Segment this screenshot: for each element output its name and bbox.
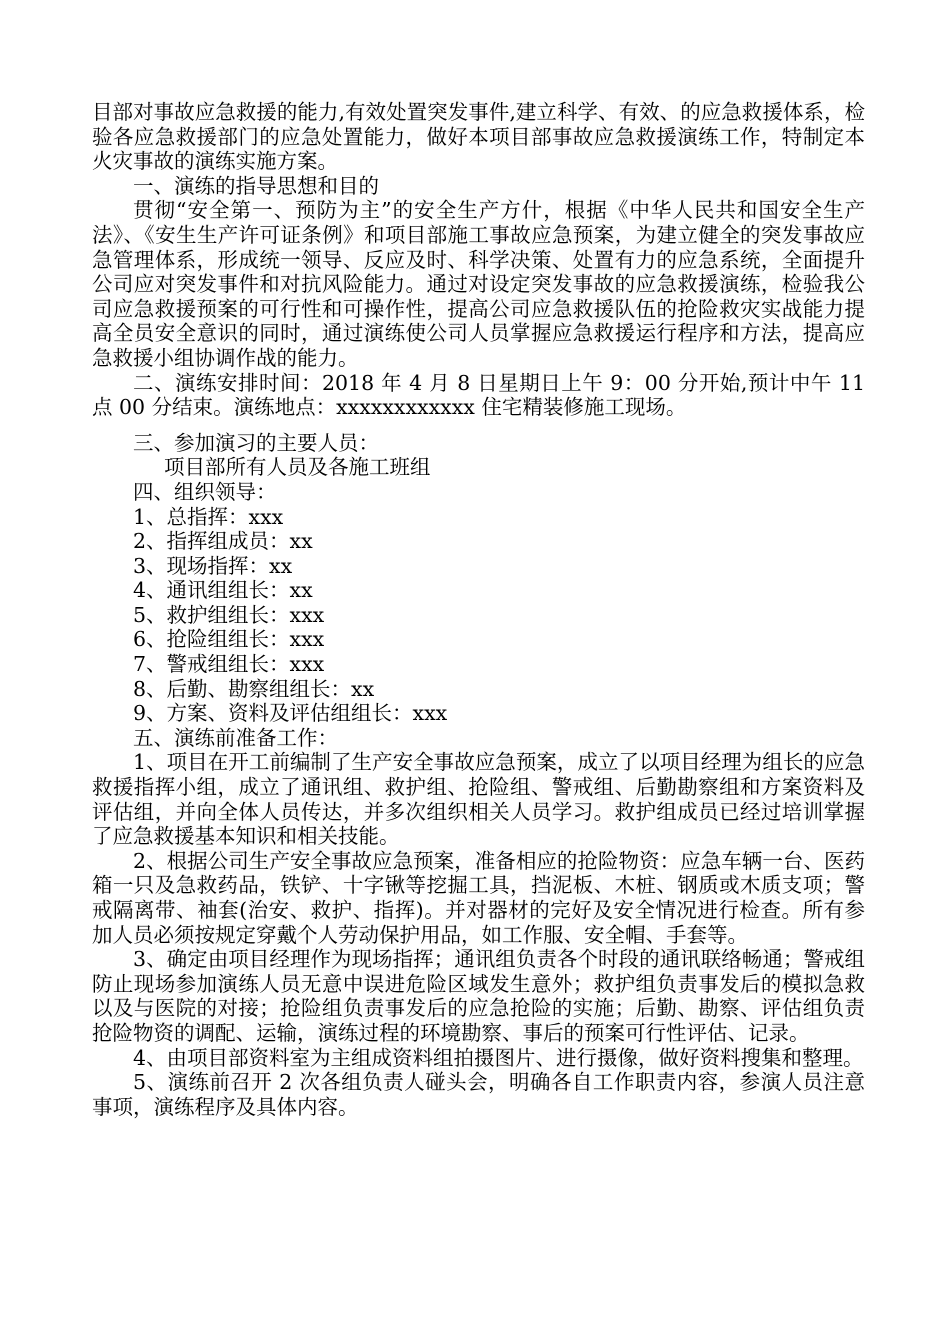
list-item-security-leader: 7、警戒组组长：xxx [133, 652, 325, 677]
list-item-rescue-leader: 5、救护组组长：xxx [133, 602, 325, 627]
list-item-site-commander: 3、现场指挥：xx [133, 553, 293, 578]
document-page [92, 100, 865, 1119]
paragraph-intro: 目部对事故应急救援的能力,有效处置突发事件,建立科学、有效、的应急救援体系，检验各应急救援部门的应急处置能力，做好本项目部事故应急救援演练工作，特制定本火灾事故的演练实施方案。 [92, 100, 865, 174]
paragraph-guiding-ideology: 贯彻“安全第一、预防为主”的安全生产方什，根据《中华人民共和国安全生产法》、《安生生产许可证条例》和项目部施工事故应急预案，为建立健全的突发事故应急管理体系，形成统一领导、反应及时、科学决策、处置有力的应急系统，全面提升公司应对突发事件和对抗风险能力。通过对设定突发事故的应急救援演练，检验我公司应急救援预案的可行性和可操作性，提高公司应急救援队伍的抢险救灾实战能力提高全员安全意识的同时，通过演练使公司人员掌握应急救援运行程序和方法，提高应急救援小组协调作战的能力。 [92, 198, 865, 370]
paragraph-preparation-5: 5、演练前召开 2 次各组负责人碰头会，明确各自工作职责内容，参演人员注意事项，演练程序及具体内容。 [92, 1070, 865, 1119]
list-item-communication-leader: 4、通讯组组长：xx [133, 578, 313, 603]
list-item-logistics-leader: 8、后勤、勘察组组长：xx [133, 676, 375, 701]
list-item-evaluation-leader: 9、方案、资料及评估组组长：xxx [133, 701, 448, 726]
paragraph-schedule: 二、演练安排时间：2018 年 4 月 8 日星期日上午 9：00 分开始,预计中午 11 点 00 分结束。演练地点：xxxxxxxxxxxx 住宅精装修施工现场。 [92, 370, 865, 420]
heading-organization: 四、组织领导： [133, 479, 277, 504]
heading-participants: 三、参加演习的主要人员： [133, 430, 379, 455]
list-item-command-group: 2、指挥组成员：xx [133, 529, 313, 554]
paragraph-preparation-2: 2、根据公司生产安全事故应急预案，准备相应的抢险物资：应急车辆一台、医药箱一只及急救药品，铁铲、十字锹等挖掘工具，挡泥板、木桩、钢质或木质支项；警戒隔离带、袖套(治安、救护、指挥)。并对器材的完好及安全情况进行检查。所有参加人员必须按规定穿戴个人劳动保护用品，如工作服、安全帽、手套等。 [92, 848, 865, 947]
list-item-commander: 1、总指挥：xxx [133, 504, 284, 529]
list-item-emergency-leader: 6、抢险组组长：xxx [133, 627, 325, 652]
paragraph-preparation-3: 3、确定由项目经理作为现场指挥；通讯组负责各个时段的通讯联络畅通；警戒组防止现场参加演练人员无意中误进危险区域发生意外；救护组负责事发后的模拟急救以及与医院的对接；抢险组负责事发后的应急抢险的实施；后勤、勘察、评估组负责抢险物资的调配、运输，演练过程的环境勘察、事后的预案可行性评估、记录。 [92, 947, 865, 1045]
heading-guiding-ideology: 一、演练的指导思想和目的 [133, 173, 379, 198]
paragraph-participants: 项目部所有人员及各施工班组 [164, 455, 431, 480]
heading-preparation: 五、演练前准备工作： [133, 725, 338, 750]
paragraph-preparation-4: 4、由项目部资料室为主组成资料组拍摄图片、进行摄像，做好资料搜集和整理。 [133, 1045, 864, 1070]
paragraph-preparation-1: 1、项目在开工前编制了生产安全事故应急预案，成立了以项目经理为组长的应急救援指挥小组，成立了通讯组、救护组、抢险组、警戒组、后勤勘察组和方案资料及评估组，并向全体人员传达，并多次组织相关人员学习。救护组成员已经过培训掌握了应急救援基本知识和相关技能。 [92, 750, 865, 849]
